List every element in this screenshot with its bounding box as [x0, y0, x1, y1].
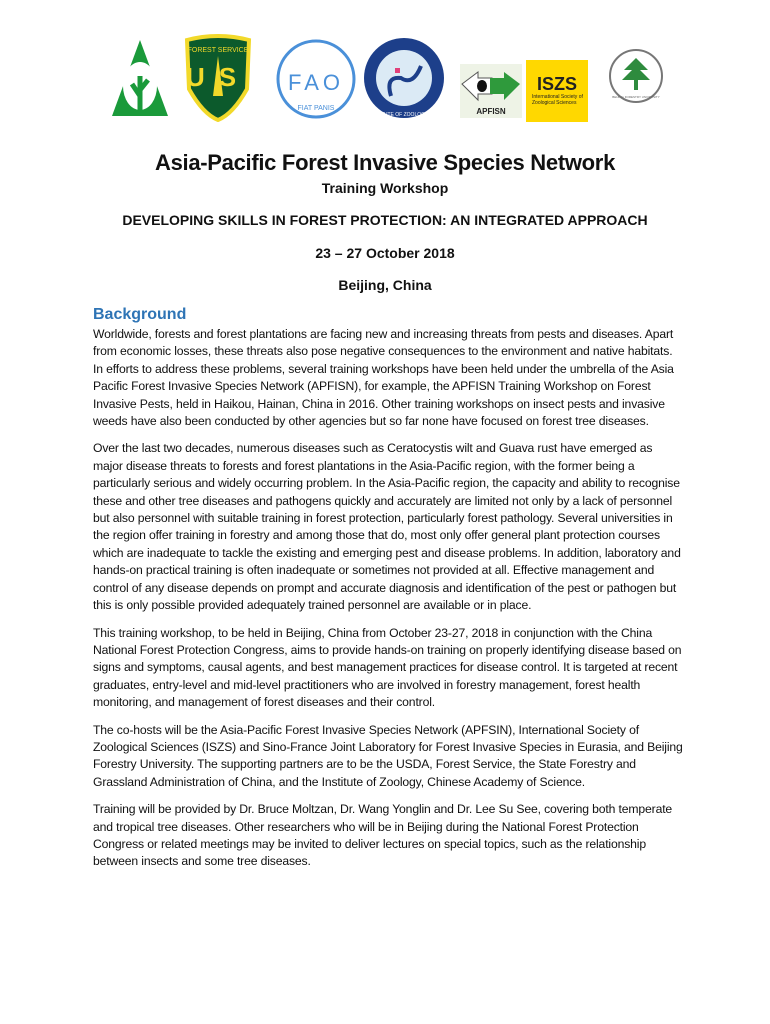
paragraph: Worldwide, forests and forest plantations are facing new and increasing threats from pests and diseases. Apart from economic losses, these threats also pose negative consequences to the environment and native habitats. In efforts to address these problems, several training workshops have been held under the umbrella of the Asia Pacific Forest Invasive Species Network (APFISN), for example, the APFISN Training Workshop on Forest Invasive Pests, held in Haikou, Hainan, China in 2016. Other training workshops on insect pests and invasive weeds have also been conducted by other agencies but so far none have focused on forest tree diseases.: [93, 327, 674, 429]
fao-logo: [276, 38, 356, 120]
svg-text:US: US: [185, 62, 251, 92]
paragraph: Over the last two decades, numerous diseases such as Ceratocystis wilt and Guava rust have emerged as major disease threats to forests and forest plantations in the Asia-Pacific region, with the former being a particularly serious and widely occurring problem. In the Asia-Pacific region, the capacity and ability to recognise these and other tree diseases and pathogens quickly and accurately are limited not only by a lack of personnel but also personnel with suitable training in forest protection, particularly forest pathology. Several universities in the region offer training in forestry and among those that do, most only offer general plant protection courses which are inadequate to tackle the existing and emerging pest and disease problems. In addition, laboratory and hands-on practical training is often inadequate or sometimes not provided at all. Effective management and control of any disease depends on prompt and accurate diagnosis and identification of the pest or pathogen but this is only possible provided adequately trained personnel are available or in place.: [93, 441, 681, 613]
document-title: Asia-Pacific Forest Invasive Species Network: [154, 150, 615, 175]
apfc-tree-logo: [112, 40, 168, 120]
workshop-location: Beijing, China: [338, 277, 432, 293]
svg-text:ISZS: ISZS: [536, 74, 578, 94]
paragraph: This training workshop, to be held in Beijing, China from October 23-27, 2018 in conjunction with the China National Forest Protection Congress, aims to provide hands-on training on properly identifying disease based on signs and symptoms, causal agents, and best management practices for disease control. It is targeted at recent graduates, entry-level and mid-level practitioners who are involved in forestry management, forest health monitoring, and management of forest diseases and their control.: [93, 625, 682, 710]
apfisn-logo: [460, 64, 522, 118]
background-section: [93, 306, 683, 881]
workshop-dates: 23 – 27 October 2018: [315, 245, 455, 261]
paragraph: The co-hosts will be the Asia-Pacific Forest Invasive Species Network (APFSIN), International Society of Zoological Sciences (ISZS) and Sino-France Joint Laboratory for Forest Invasive Species in Eurasia, and Beijing Forestry University. The supporting partners are to be the USDA, Forest Service, the State Forestry and Grassland Administration of China, and the Institute of Zoology, Chinese Academy of Science.: [93, 722, 683, 789]
svg-text:FIAT PANIS: FIAT PANIS: [297, 105, 335, 112]
svg-text:APFISN: APFISN: [476, 107, 506, 116]
beijing-forestry-university-logo: [608, 46, 664, 106]
svg-text:INSTITUTE OF ZOOLOGY CAS: INSTITUTE OF ZOOLOGY CAS: [368, 112, 440, 118]
svg-text:FOREST SERVICE: FOREST SERVICE: [187, 47, 249, 54]
workshop-theme: DEVELOPING SKILLS IN FOREST PROTECTION: AN INTEGRATED APPROACH: [122, 212, 648, 228]
institute-of-zoology-logo: [363, 36, 445, 120]
svg-text:BEIJING FORESTRY UNIVERSITY: BEIJING FORESTRY UNIVERSITY: [612, 95, 660, 99]
iszs-logo: ISZS International Society of Zoological Sciences: [526, 60, 588, 122]
section-heading: Background: [93, 306, 187, 323]
paragraph: Training will be provided by Dr. Bruce Moltzan, Dr. Wang Yonglin and Dr. Lee Su See, covering both temperate and tropical tree diseases. Other researchers who will be in Beijing during the National Forest Protection Congress or related meetings may be invited to deliver lectures on special topics, such as the relationship between insects and some tree diseases.: [93, 802, 673, 869]
partner-logos: [108, 34, 668, 126]
usfs-logo: [183, 34, 253, 122]
svg-text:FAO: FAO: [287, 70, 345, 95]
subtitle: Training Workshop: [321, 180, 449, 196]
